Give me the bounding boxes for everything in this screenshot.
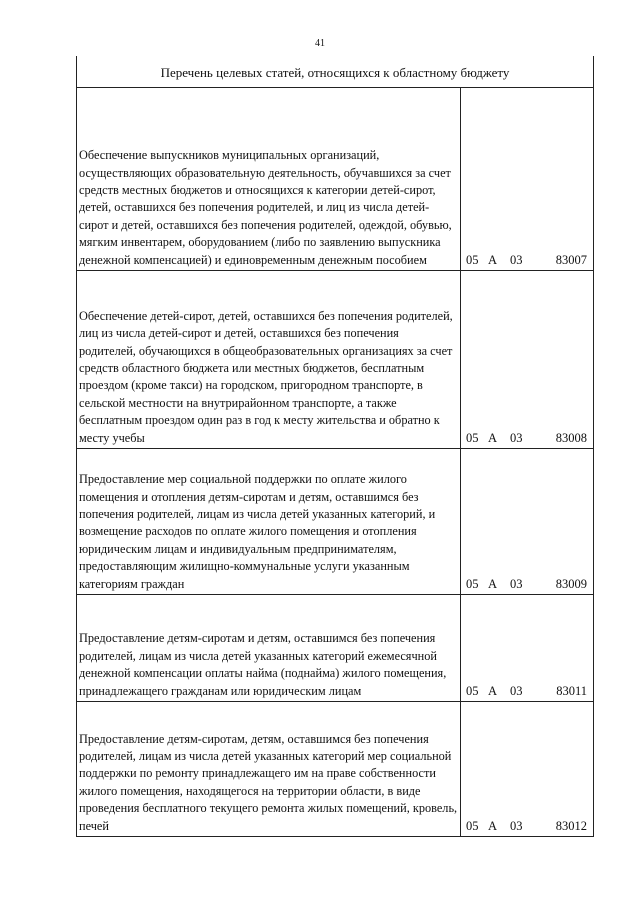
- table-row: [77, 271, 593, 449]
- table-row: [77, 88, 593, 271]
- code-direction: 83011: [556, 683, 587, 698]
- code-direction: 83009: [555, 576, 587, 591]
- row-code: [461, 271, 593, 448]
- row-description: Обеспечение выпускников муниципальных организаций, осуществляющих образовательную деятельность, обучавшихся за счет средств местных бюджетов и относящихся к категории детей-сирот, детей, оставшихся без попечения родителей, и лиц из числа детей-сирот и детей, оставшихся без попечения родителей, одеждой, обувью, мягким инвентарем, оборудованием (либо по заявлению выпускника денежной компенсацией) и единовременным денежным пособием: [77, 88, 461, 270]
- code-event: 03: [510, 683, 523, 698]
- code-program: 05: [466, 683, 479, 698]
- code-subprogram: А: [488, 252, 498, 267]
- code-subprogram: А: [488, 576, 498, 591]
- code-event: 03: [510, 576, 523, 591]
- code-event: 03: [510, 252, 523, 267]
- table-row: [77, 595, 593, 702]
- code-event: 03: [510, 818, 523, 833]
- target-articles-table: [76, 56, 594, 837]
- table-row: [77, 449, 593, 595]
- code-program: 05: [466, 252, 479, 267]
- code-direction: 83008: [555, 430, 587, 445]
- code-program: 05: [466, 576, 479, 591]
- code-subprogram: А: [488, 430, 498, 445]
- table-row: [77, 702, 593, 836]
- row-code: [461, 449, 593, 594]
- code-direction: 83007: [555, 252, 587, 267]
- code-direction: 83012: [555, 818, 587, 833]
- table-header: Перечень целевых статей, относящихся к областному бюджету: [77, 56, 593, 88]
- row-code: [461, 88, 593, 270]
- row-description: Предоставление детям-сиротам, детям, оставшимся без попечения родителей, лицам из числа детей указанных категорий мер социальной поддержки по ремонту принадлежащего им на праве собственности жилого помещения, находящегося на территории области, в виде проведения бесплатного текущего ремонта жилых помещений, кровель, печей: [77, 702, 461, 836]
- row-description: Предоставление мер социальной поддержки по оплате жилого помещения и отопления детям-сиротам и детям, оставшимся без попечения родителей, лицам из числа детей указанных категорий, и возмещение расходов по оплате жилого помещения и отопления юридическим лицам и индивидуальным предпринимателям, предоставляющим жилищно-коммунальные услуги указанным категориям граждан: [77, 449, 461, 594]
- code-subprogram: А: [488, 683, 498, 698]
- row-code: [461, 702, 593, 836]
- row-description: Предоставление детям-сиротам и детям, оставшимся без попечения родителей, лицам из числа детей указанных категорий ежемесячной денежной компенсации оплаты найма (поднайма) жилого помещения, принадлежащего гражданам или юридическим лицам: [77, 595, 461, 701]
- row-description: Обеспечение детей-сирот, детей, оставшихся без попечения родителей, лиц из числа детей-сирот и детей, оставшихся без попечения родителей, обучающихся в общеобразовательных организациях за счет средств областного бюджета или местных бюджетов, бесплатным проездом (кроме такси) на городском, пригородном транспорте, в сельской местности на внутрирайонном транспорте, а также бесплатным проездом один раз в год к месту жительства и обратно к месту учебы: [77, 271, 461, 448]
- page-number: 41: [315, 38, 325, 49]
- code-program: 05: [466, 818, 479, 833]
- code-subprogram: А: [488, 818, 498, 833]
- row-code: [461, 595, 593, 701]
- code-program: 05: [466, 430, 479, 445]
- code-event: 03: [510, 430, 523, 445]
